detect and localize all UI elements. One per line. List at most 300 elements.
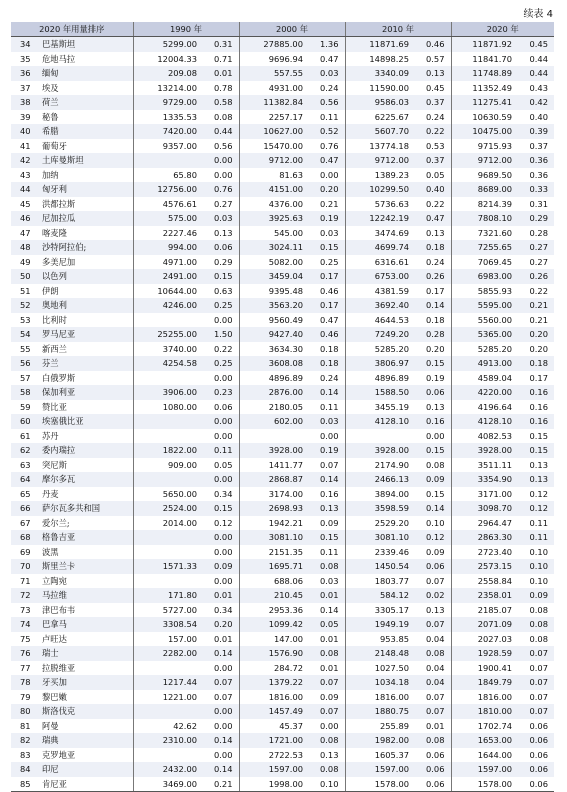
share-2000-cell: 0.03 [307,66,345,81]
value-2020-cell: 2558.84 [451,574,516,589]
value-2020-cell: 3098.70 [451,501,516,516]
share-2020-cell: 0.06 [516,777,554,792]
share-2020-cell: 0.33 [516,182,554,197]
share-2010-cell: 0.37 [413,95,451,110]
value-2000-cell: 1411.77 [239,458,307,473]
value-1990-cell [133,748,201,763]
share-1990-cell: 0.07 [201,675,239,690]
share-2000-cell: 0.47 [307,153,345,168]
value-2020-cell: 11871.92 [451,37,516,52]
table-row [11,95,554,110]
country-cell: 伊朗 [41,284,133,299]
share-2020-cell: 0.45 [516,37,554,52]
value-1990-cell: 7420.00 [133,124,201,139]
share-2010-cell: 0.09 [413,472,451,487]
share-2000-cell: 0.24 [307,371,345,386]
value-2000-cell: 688.06 [239,574,307,589]
share-2020-cell: 0.06 [516,748,554,763]
value-1990-cell: 2014.00 [133,516,201,531]
share-2010-cell: 0.22 [413,197,451,212]
share-1990-cell: 0.00 [201,472,239,487]
share-2010-cell: 0.57 [413,52,451,67]
share-2020-cell: 0.11 [516,516,554,531]
share-2020-cell: 0.20 [516,342,554,357]
value-2020-cell: 4220.00 [451,385,516,400]
value-1990-cell [133,153,201,168]
value-2010-cell: 1588.50 [345,385,413,400]
share-2010-cell: 0.07 [413,617,451,632]
share-2000-cell: 0.25 [307,255,345,270]
rank-cell: 53 [11,313,41,328]
share-2000-cell: 0.07 [307,675,345,690]
table-row [11,530,554,545]
share-2020-cell: 0.18 [516,356,554,371]
share-1990-cell: 0.58 [201,95,239,110]
value-2020-cell: 2185.07 [451,603,516,618]
share-2000-cell: 0.14 [307,385,345,400]
country-cell: 多美尼加 [41,255,133,270]
country-cell: 瑞士 [41,646,133,661]
value-2000-cell: 1099.42 [239,617,307,632]
value-2010-cell: 5607.70 [345,124,413,139]
rank-cell: 36 [11,66,41,81]
rank-cell: 71 [11,574,41,589]
rank-cell: 54 [11,327,41,342]
share-2000-cell: 0.14 [307,472,345,487]
share-2010-cell: 0.15 [413,487,451,502]
value-2010-cell: 3081.10 [345,530,413,545]
rank-cell: 44 [11,182,41,197]
share-2010-cell: 0.08 [413,646,451,661]
value-2010-cell: 6225.67 [345,110,413,125]
country-cell: 牙买加 [41,675,133,690]
value-1990-cell: 1335.53 [133,110,201,125]
value-2000-cell: 1998.00 [239,777,307,792]
value-1990-cell: 3906.00 [133,385,201,400]
value-1990-cell: 2432.00 [133,762,201,777]
country-cell: 斯里兰卡 [41,559,133,574]
country-cell: 斯洛伐克 [41,704,133,719]
share-2020-cell: 0.16 [516,414,554,429]
country-cell: 黎巴嫩 [41,690,133,705]
value-2020-cell: 11275.41 [451,95,516,110]
value-2000-cell: 1721.00 [239,733,307,748]
table-row [11,675,554,690]
value-2020-cell: 1900.41 [451,661,516,676]
value-2010-cell: 255.89 [345,719,413,734]
share-1990-cell: 0.44 [201,124,239,139]
share-2010-cell: 0.12 [413,530,451,545]
share-2020-cell: 0.27 [516,240,554,255]
value-2020-cell: 4913.00 [451,356,516,371]
value-2020-cell: 6983.00 [451,269,516,284]
share-2010-cell: 0.24 [413,110,451,125]
value-2000-cell: 3928.00 [239,443,307,458]
table-row [11,313,554,328]
table-row [11,748,554,763]
share-2020-cell: 0.07 [516,690,554,705]
share-1990-cell: 0.76 [201,182,239,197]
table-row [11,545,554,560]
share-2020-cell: 0.13 [516,458,554,473]
country-cell: 丹麦 [41,487,133,502]
share-2000-cell: 0.15 [307,530,345,545]
value-2010-cell: 2529.20 [345,516,413,531]
share-2020-cell: 0.27 [516,255,554,270]
country-cell: 克罗地亚 [41,748,133,763]
value-2000-cell: 2722.53 [239,748,307,763]
value-2020-cell: 2358.01 [451,588,516,603]
rank-cell: 58 [11,385,41,400]
share-1990-cell: 0.34 [201,487,239,502]
table-row [11,37,554,52]
value-2010-cell: 2148.48 [345,646,413,661]
share-2020-cell: 0.21 [516,298,554,313]
country-cell: 委内瑞拉 [41,443,133,458]
share-2010-cell: 0.26 [413,269,451,284]
value-2000-cell: 9427.40 [239,327,307,342]
rank-cell: 37 [11,81,41,96]
value-1990-cell: 42.62 [133,719,201,734]
value-1990-cell: 3308.54 [133,617,201,632]
share-2020-cell: 0.08 [516,632,554,647]
value-2020-cell: 11748.89 [451,66,516,81]
table-row [11,458,554,473]
table-row [11,385,554,400]
share-2010-cell: 0.09 [413,545,451,560]
share-1990-cell: 0.29 [201,255,239,270]
share-1990-cell: 0.20 [201,617,239,632]
share-1990-cell: 0.11 [201,443,239,458]
country-cell: 巴基斯坦 [41,37,133,52]
value-2000-cell: 2953.36 [239,603,307,618]
share-2000-cell: 1.36 [307,37,345,52]
share-2020-cell: 0.15 [516,443,554,458]
rank-cell: 40 [11,124,41,139]
value-2010-cell: 5736.63 [345,197,413,212]
share-2010-cell: 0.07 [413,574,451,589]
share-2000-cell: 0.76 [307,139,345,154]
value-2010-cell: 1982.00 [345,733,413,748]
share-2010-cell: 0.07 [413,704,451,719]
value-2010-cell: 3340.09 [345,66,413,81]
share-1990-cell: 0.15 [201,501,239,516]
share-1990-cell: 0.00 [201,545,239,560]
value-2010-cell: 5285.20 [345,342,413,357]
share-2000-cell: 0.16 [307,487,345,502]
share-2000-cell: 0.24 [307,81,345,96]
rank-cell: 62 [11,443,41,458]
value-2020-cell: 2964.47 [451,516,516,531]
value-2010-cell: 1578.00 [345,777,413,792]
share-1990-cell: 0.00 [201,748,239,763]
share-2010-cell: 0.06 [413,559,451,574]
value-1990-cell: 1221.00 [133,690,201,705]
value-1990-cell: 1080.00 [133,400,201,415]
share-1990-cell: 0.00 [201,429,239,444]
share-2010-cell: 0.13 [413,603,451,618]
rank-cell: 81 [11,719,41,734]
share-2010-cell: 0.06 [413,748,451,763]
value-2020-cell: 2723.40 [451,545,516,560]
value-2020-cell: 3511.11 [451,458,516,473]
share-2010-cell: 0.20 [413,342,451,357]
share-2000-cell: 0.11 [307,545,345,560]
value-2010-cell: 11590.00 [345,81,413,96]
country-cell: 比利时 [41,313,133,328]
rank-cell: 83 [11,748,41,763]
country-cell: 立陶宛 [41,574,133,589]
share-1990-cell: 0.00 [201,719,239,734]
value-2010-cell: 1816.00 [345,690,413,705]
share-2000-cell: 0.07 [307,458,345,473]
value-2010-cell: 1450.54 [345,559,413,574]
value-2020-cell: 8214.39 [451,197,516,212]
country-cell: 爱尔兰; [41,516,133,531]
value-1990-cell [133,704,201,719]
table-row [11,574,554,589]
value-2020-cell: 3354.90 [451,472,516,487]
value-1990-cell: 65.80 [133,168,201,183]
table-row [11,298,554,313]
table-row [11,762,554,777]
value-2020-cell: 11352.49 [451,81,516,96]
share-1990-cell: 0.00 [201,414,239,429]
share-2000-cell: 0.20 [307,182,345,197]
table-row [11,255,554,270]
country-cell: 萨尔瓦多共和国 [41,501,133,516]
rank-cell: 66 [11,501,41,516]
country-cell: 希腊 [41,124,133,139]
country-cell: 罗马尼亚 [41,327,133,342]
value-2010-cell: 2174.90 [345,458,413,473]
value-2000-cell: 3563.20 [239,298,307,313]
value-1990-cell: 1571.33 [133,559,201,574]
rank-cell: 50 [11,269,41,284]
rank-cell: 43 [11,168,41,183]
value-2000-cell: 147.00 [239,632,307,647]
value-1990-cell: 3469.00 [133,777,201,792]
country-cell: 缅甸 [41,66,133,81]
value-2010-cell: 2339.46 [345,545,413,560]
share-2010-cell: 0.07 [413,690,451,705]
value-2020-cell: 8689.00 [451,182,516,197]
rank-cell: 65 [11,487,41,502]
value-1990-cell: 9357.00 [133,139,201,154]
country-cell: 新西兰 [41,342,133,357]
value-2020-cell: 7255.65 [451,240,516,255]
share-1990-cell: 0.06 [201,400,239,415]
value-1990-cell: 2227.46 [133,226,201,241]
share-2010-cell: 0.53 [413,139,451,154]
share-1990-cell: 0.78 [201,81,239,96]
value-1990-cell: 10644.00 [133,284,201,299]
share-2020-cell: 0.16 [516,385,554,400]
share-1990-cell: 0.22 [201,342,239,357]
value-2000-cell: 81.63 [239,168,307,183]
rank-cell: 46 [11,211,41,226]
value-2000-cell: 2180.05 [239,400,307,415]
header-1990: 1990 年 [133,22,239,37]
header-2010: 2010 年 [345,22,451,37]
value-2020-cell: 9715.93 [451,139,516,154]
rank-cell: 57 [11,371,41,386]
rank-cell: 52 [11,298,41,313]
share-2010-cell: 0.15 [413,443,451,458]
table-row [11,704,554,719]
rank-cell: 34 [11,37,41,52]
value-2020-cell: 4196.64 [451,400,516,415]
share-2020-cell: 0.10 [516,574,554,589]
share-2020-cell: 0.40 [516,110,554,125]
share-2010-cell: 0.06 [413,762,451,777]
share-2000-cell: 0.03 [307,574,345,589]
share-2000-cell: 0.01 [307,661,345,676]
country-cell: 沙特阿拉伯; [41,240,133,255]
share-2020-cell: 0.21 [516,313,554,328]
country-cell: 土库曼斯坦 [41,153,133,168]
share-1990-cell: 0.21 [201,777,239,792]
share-2010-cell: 0.45 [413,81,451,96]
share-2020-cell: 0.08 [516,617,554,632]
share-2010-cell: 0.28 [413,327,451,342]
share-2010-cell: 0.02 [413,588,451,603]
value-2000-cell: 3634.30 [239,342,307,357]
share-2000-cell: 0.13 [307,748,345,763]
share-1990-cell: 0.27 [201,197,239,212]
country-cell: 赞比亚 [41,400,133,415]
rank-cell: 41 [11,139,41,154]
value-2010-cell: 1597.00 [345,762,413,777]
share-1990-cell: 0.23 [201,385,239,400]
value-2000-cell: 2698.93 [239,501,307,516]
value-1990-cell: 171.80 [133,588,201,603]
rank-cell: 45 [11,197,41,212]
table-row [11,342,554,357]
table-continuation-caption: 续表 4 [523,9,553,20]
share-2010-cell: 0.47 [413,211,451,226]
value-2000-cell: 4151.00 [239,182,307,197]
share-2020-cell: 0.12 [516,487,554,502]
rank-cell: 38 [11,95,41,110]
value-2010-cell: 3305.17 [345,603,413,618]
country-cell: 马拉维 [41,588,133,603]
value-2010-cell: 1034.18 [345,675,413,690]
rank-cell: 84 [11,762,41,777]
share-2010-cell: 0.13 [413,400,451,415]
share-2000-cell: 0.56 [307,95,345,110]
value-2000-cell: 1576.90 [239,646,307,661]
value-2010-cell: 1880.75 [345,704,413,719]
value-2010-cell: 2466.13 [345,472,413,487]
value-2010-cell: 9712.00 [345,153,413,168]
share-2010-cell: 0.18 [413,313,451,328]
share-2000-cell: 0.52 [307,124,345,139]
value-1990-cell: 4254.58 [133,356,201,371]
table-row [11,211,554,226]
share-2020-cell: 0.29 [516,211,554,226]
share-2020-cell: 0.13 [516,472,554,487]
value-2000-cell: 2868.87 [239,472,307,487]
value-1990-cell [133,545,201,560]
rank-cell: 78 [11,675,41,690]
share-1990-cell: 0.12 [201,516,239,531]
share-2000-cell: 0.17 [307,269,345,284]
share-2020-cell: 0.07 [516,646,554,661]
table-row [11,240,554,255]
value-2010-cell: 14898.25 [345,52,413,67]
share-2010-cell: 0.00 [413,429,451,444]
value-1990-cell: 5650.00 [133,487,201,502]
value-2000-cell: 2257.17 [239,110,307,125]
value-2020-cell: 1644.00 [451,748,516,763]
value-2020-cell: 5855.93 [451,284,516,299]
share-2010-cell: 0.04 [413,661,451,676]
share-2010-cell: 0.10 [413,516,451,531]
share-2020-cell: 0.22 [516,284,554,299]
country-cell: 波黑 [41,545,133,560]
country-cell: 格鲁吉亚 [41,530,133,545]
rank-cell: 56 [11,356,41,371]
value-2020-cell: 2863.30 [451,530,516,545]
table-row [11,182,554,197]
table-row [11,733,554,748]
value-2000-cell: 1942.21 [239,516,307,531]
share-2000-cell: 0.21 [307,197,345,212]
share-2010-cell: 0.17 [413,284,451,299]
country-cell: 津巴布韦 [41,603,133,618]
value-2020-cell: 1597.00 [451,762,516,777]
share-2000-cell: 0.11 [307,110,345,125]
table-row [11,487,554,502]
value-2000-cell: 3925.63 [239,211,307,226]
share-2000-cell: 0.11 [307,400,345,415]
value-1990-cell [133,574,201,589]
value-1990-cell [133,313,201,328]
rank-cell: 73 [11,603,41,618]
table-row [11,414,554,429]
table-row [11,719,554,734]
share-2000-cell: 0.08 [307,646,345,661]
share-2000-cell: 0.14 [307,603,345,618]
value-1990-cell: 3740.00 [133,342,201,357]
share-1990-cell: 0.00 [201,704,239,719]
country-cell: 喀麦隆 [41,226,133,241]
value-2000-cell: 1816.00 [239,690,307,705]
value-2010-cell: 3474.69 [345,226,413,241]
share-2000-cell: 0.46 [307,284,345,299]
value-1990-cell: 5299.00 [133,37,201,52]
share-1990-cell: 0.06 [201,240,239,255]
value-2000-cell: 27885.00 [239,37,307,52]
rank-cell: 72 [11,588,41,603]
share-2000-cell: 0.00 [307,429,345,444]
value-1990-cell: 9729.00 [133,95,201,110]
value-2000-cell: 557.55 [239,66,307,81]
table-row [11,429,554,444]
share-2020-cell: 0.44 [516,66,554,81]
rank-cell: 75 [11,632,41,647]
value-1990-cell: 5727.00 [133,603,201,618]
share-2020-cell: 0.10 [516,545,554,560]
value-2010-cell: 9586.03 [345,95,413,110]
share-2010-cell: 0.08 [413,733,451,748]
value-2000-cell: 5082.00 [239,255,307,270]
table-header-row [11,22,554,37]
value-1990-cell: 13214.00 [133,81,201,96]
value-2010-cell: 584.12 [345,588,413,603]
table-row [11,356,554,371]
